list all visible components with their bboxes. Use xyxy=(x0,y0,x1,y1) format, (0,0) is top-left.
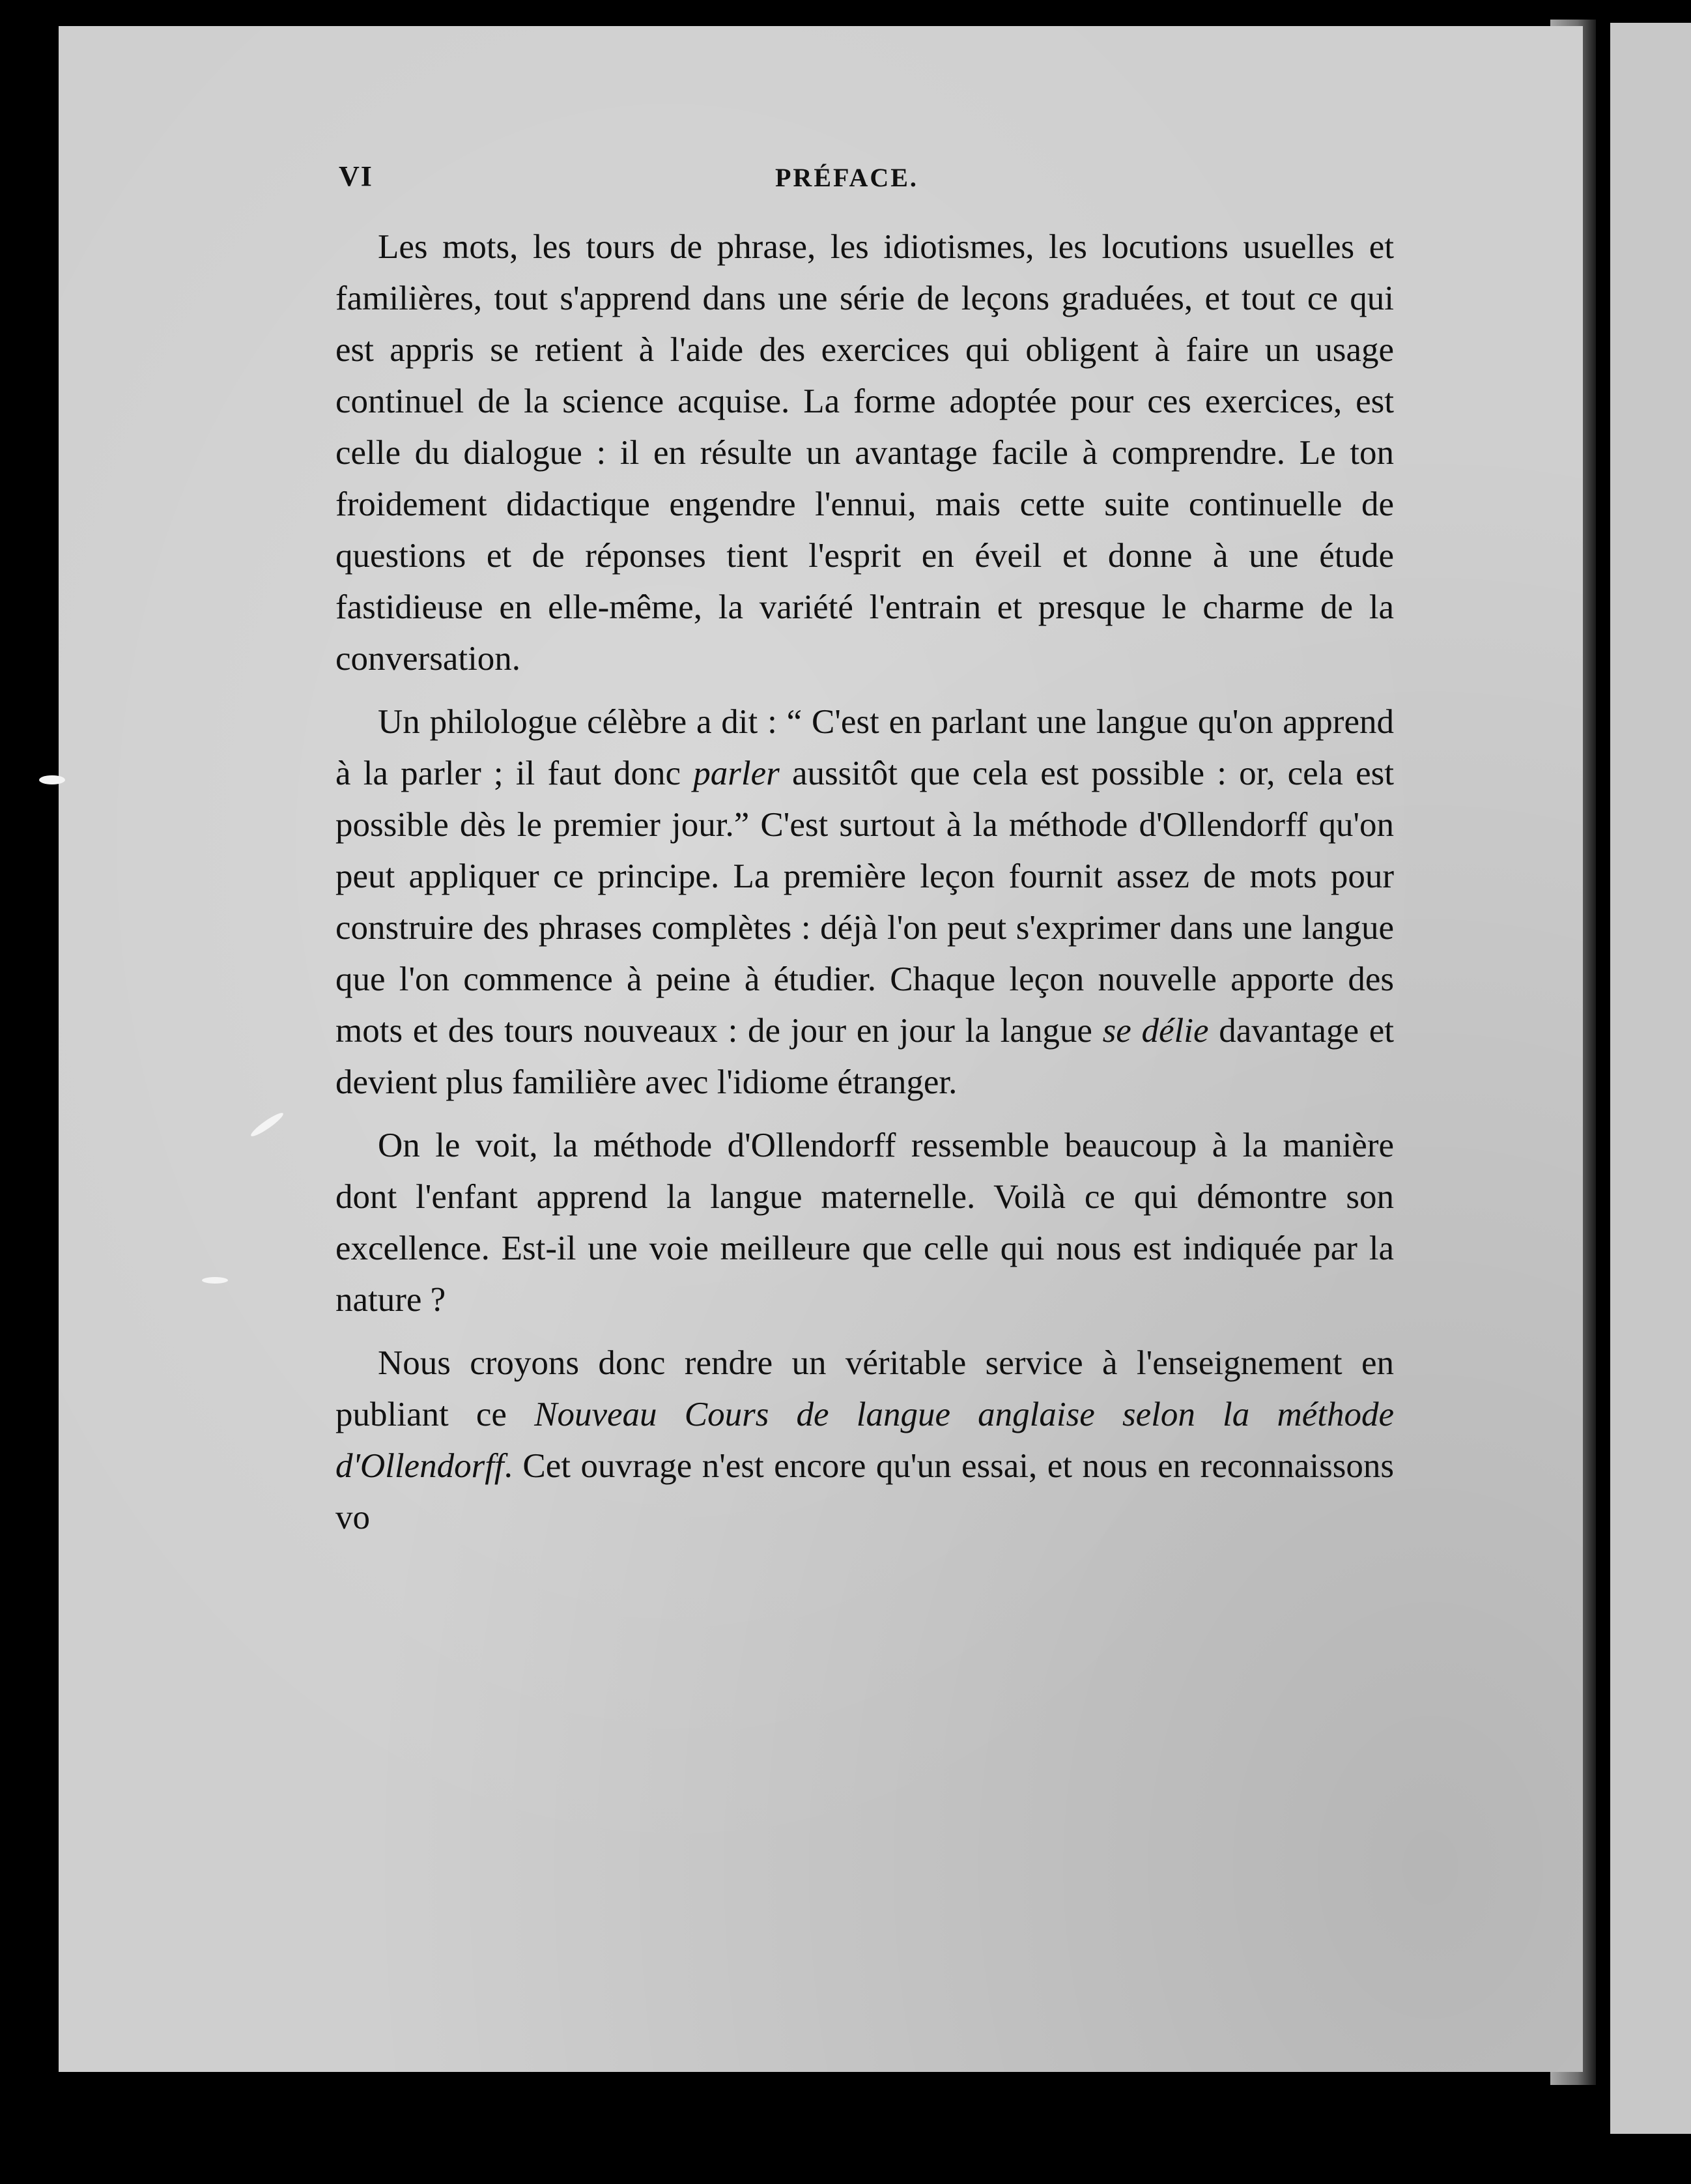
facing-page-edge xyxy=(1609,23,1691,2134)
text-run: Nous croyons donc rendre un véritable service à l'enseignement en publiant ce xyxy=(335,1344,1394,1433)
paragraph: Les mots, les tours de phrase, les idiotismes, les locutions usuelles et familières, tout s'apprend dans une série de leçons graduées, et tout ce qui est appris se retient à l'aide des exercices qui obligent à faire un usage continuel de la science acquise. La forme adoptée pour ces exercices, est celle du dialogue : il en résulte un avantage facile à comprendre. Le ton froidement didactique engendre l'ennui, mais cette suite continuelle de questions et de réponses tient l'esprit en éveil et donne à une étude fastidieuse en elle-même, la variété l'entrain et presque le charme de la conversation. xyxy=(335,228,1394,678)
paragraph xyxy=(335,697,1394,1108)
gutter-shadow xyxy=(1596,16,1610,2140)
paper-blemish xyxy=(202,1277,228,1284)
italic-run: parler xyxy=(693,754,780,792)
page-header xyxy=(339,160,1446,205)
text-run: aussitôt que cela est possible : or, cela est possible dès le premier jour.” C'est surtout à la méthode d'Ollendorff qu'on peut appliquer ce principe. La première leçon fournit assez de mots pour construire des phrases complètes : déjà l'on peut s'exprimer dans une langue que l'on commence à peine à étudier. Chaque leçon nouvelle apporte des mots et des tours nouveaux : de jour en jour la langue xyxy=(335,754,1394,1050)
italic-run: Nouveau Cours de langue anglaise selon la méthode d'Ollendorff xyxy=(335,1396,1394,1485)
page-number: VI xyxy=(339,160,373,192)
text-run: davantage et devient plus familière avec l'idiome étranger. xyxy=(335,1012,1394,1101)
paper-blemish xyxy=(249,1110,285,1139)
paper-blemish xyxy=(39,775,65,784)
body-text xyxy=(335,222,1394,1555)
paragraph: On le voit, la méthode d'Ollendorff ressemble beaucoup à la manière dont l'enfant apprend la langue maternelle. Voilà ce qui démontre son excellence. Est-il une voie meilleure que celle qui nous est indiquée par la nature ? xyxy=(335,1127,1394,1319)
text-run: . Cet ouvrage n'est encore qu'un essai, et nous en reconnaissons vo xyxy=(335,1447,1394,1536)
italic-run: se délie xyxy=(1102,1012,1209,1050)
paragraph xyxy=(335,1338,1394,1544)
text-run: Un philologue célèbre a dit : “ C'est en parlant une langue qu'on apprend à la parler ; il faut donc xyxy=(335,703,1394,792)
running-title: PRÉFACE. xyxy=(775,163,918,192)
